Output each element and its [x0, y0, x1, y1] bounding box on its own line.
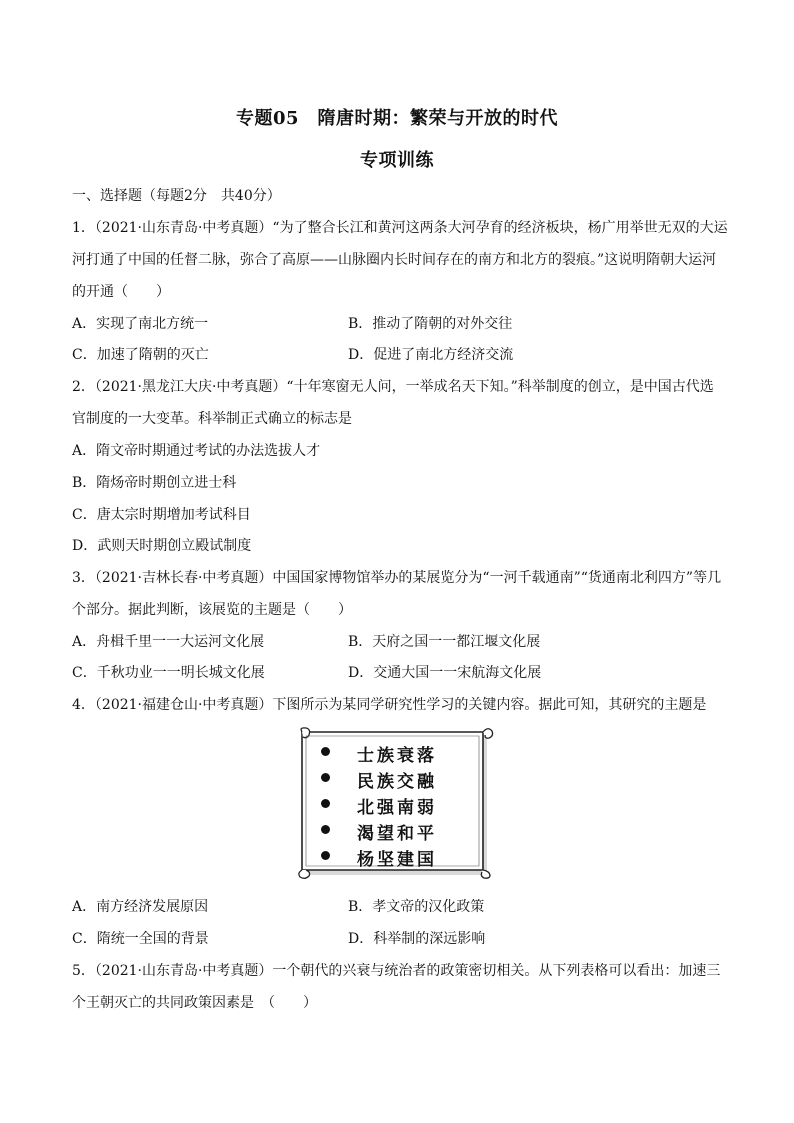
q3-option-b: B．天府之国一一都江堰文化展 — [348, 634, 541, 650]
q4-scroll-figure: 士族衰落 民族交融 北强南弱 渴望和平 杨坚建国 — [297, 727, 495, 879]
page-subtitle: 专项训练 — [360, 150, 434, 171]
q2-option-c: C．唐太宗时期增加考试科目 — [72, 507, 251, 523]
q2-option-a: A．隋文帝时期通过考试的办法选拔人才 — [72, 443, 321, 459]
q2-stem-line-2: 官制度的一大变革。科举制正式确立的标志是 — [72, 411, 352, 427]
q4-option-a: A．南方经济发展原因 — [72, 899, 209, 915]
q1-option-d: D．促进了南北方经济交流 — [348, 347, 514, 363]
q1-stem-line-1: 1．（2021·山东青岛·中考真题）“为了整合长江和黄河这两条大河孕育的经济板块，杨广用举世无双的大运 — [72, 220, 728, 236]
bullet-icon — [321, 825, 330, 834]
q1-option-b: B．推动了隋朝的对外交往 — [348, 316, 513, 332]
q1-option-a: A．实现了南北方统一 — [72, 316, 209, 332]
bullet-icon — [321, 747, 330, 756]
section-heading: 一、选择题（每题2分 共40分） — [72, 188, 281, 204]
q4-option-c: C．隋统一全国的背景 — [72, 931, 209, 947]
q4-stem-line-1: 4．（2021·福建仓山·中考真题）下图所示为某同学研究性学习的关键内容。据此可知，其研究的主题是 — [72, 697, 707, 713]
q3-stem-line-1: 3．（2021·吉林长春·中考真题）中国国家博物馆举办的某展览分为“一河千载通南”“货通南北利四方”等几 — [72, 570, 722, 586]
q3-stem-line-2: 个部分。据此判断，该展览的主题是（ ） — [72, 602, 352, 618]
q4-option-d: D．科举制的深远影响 — [348, 931, 486, 947]
q4-option-b: B．孝文帝的汉化政策 — [348, 899, 485, 915]
q3-option-a: A．舟楫千里一一大运河文化展 — [72, 634, 265, 650]
q2-option-d: D．武则天时期创立殿试制度 — [72, 538, 252, 554]
q5-stem-line-2: 个王朝灭亡的共同政策因素是 （ ） — [72, 995, 317, 1011]
bullet-icon — [321, 773, 330, 782]
page-title: 专题05 隋唐时期：繁荣与开放的时代 — [235, 108, 559, 129]
q3-option-c: C．千秋功业一一明长城文化展 — [72, 665, 265, 681]
q2-stem-line-1: 2．（2021·黑龙江大庆·中考真题）“十年寒窗无人问，一举成名天下知。”科举制度的创立，是中国古代选 — [72, 379, 714, 395]
bullet-icon — [321, 799, 330, 808]
q2-option-b: B．隋炀帝时期创立进士科 — [72, 475, 237, 491]
q1-stem-line-3: 的开通（ ） — [72, 284, 170, 300]
bullet-icon — [321, 851, 330, 860]
q3-option-d: D．交通大国一一宋航海文化展 — [348, 665, 542, 681]
q1-stem-line-2: 河打通了中国的任督二脉，弥合了高原——山脉圈内长时间存在的南方和北方的裂痕。”这说明隋朝大运河 — [72, 252, 717, 268]
q1-option-c: C．加速了隋朝的灭亡 — [72, 347, 209, 363]
q5-stem-line-1: 5．（2021·山东青岛·中考真题）一个朝代的兴衰与统治者的政策密切相关。从下列表格可以看出：加速三 — [72, 963, 721, 979]
